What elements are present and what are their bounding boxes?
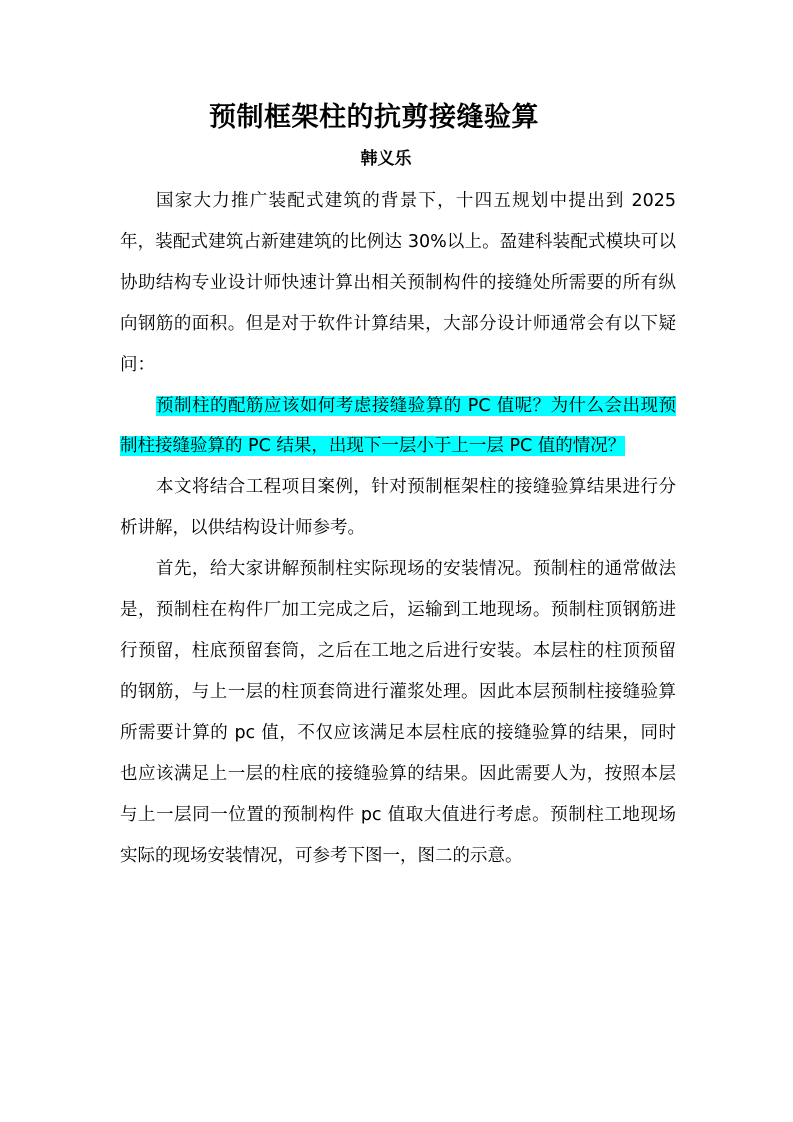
paragraph-intro-text: 国家大力推广装配式建筑的背景下，十四五规划中提出到 2025年，装配式建筑占新建建筑的比例达 30%以上。盈建科装配式模块可以协助结构专业设计师快速计算出相关预制构件的接缝处所需要的所有纵向钢筋的面积。但是对于软件计算结果，大部分设计师通常会有以下疑问： <box>120 191 676 375</box>
highlighted-question-text: 预制柱的配筋应该如何考虑接缝验算的 PC 值呢？为什么会出现预制柱接缝验算的 PC 结果，出现下一层小于上一层 PC 值的情况？ <box>120 395 676 457</box>
paragraph-purpose-text: 本文将结合工程项目案例，针对预制框架柱的接缝验算结果进行分析讲解，以供结构设计师参考。 <box>120 477 676 539</box>
paragraph-question <box>120 386 676 468</box>
paragraph-purpose <box>120 467 676 549</box>
author-name: 韩义乐 <box>360 149 412 169</box>
page-title: 预制框架柱的抗剪接缝验算 <box>209 102 539 133</box>
paragraph-intro <box>120 181 676 386</box>
paragraph-installation <box>120 549 676 876</box>
body-text <box>120 181 676 876</box>
paragraph-installation-text: 首先，给大家讲解预制柱实际现场的安装情况。预制柱的通常做法是，预制柱在构件厂加工完成之后，运输到工地现场。预制柱顶钢筋进行预留，柱底预留套筒，之后在工地之后进行安装。本层柱的柱顶预留的钢筋，与上一层的柱顶套筒进行灌浆处理。因此本层预制柱接缝验算所需要计算的 pc 值，不仅应该满足本层柱底的接缝验算的结果，同时也应该满足上一层的柱底的接缝验算的结果。因此需要人为，按照本层与上一层同一位置的预制构件 pc 值取大值进行考虑。预制柱工地现场实际的现场安装情况，可参考下图一，图二的示意。 <box>120 559 676 866</box>
